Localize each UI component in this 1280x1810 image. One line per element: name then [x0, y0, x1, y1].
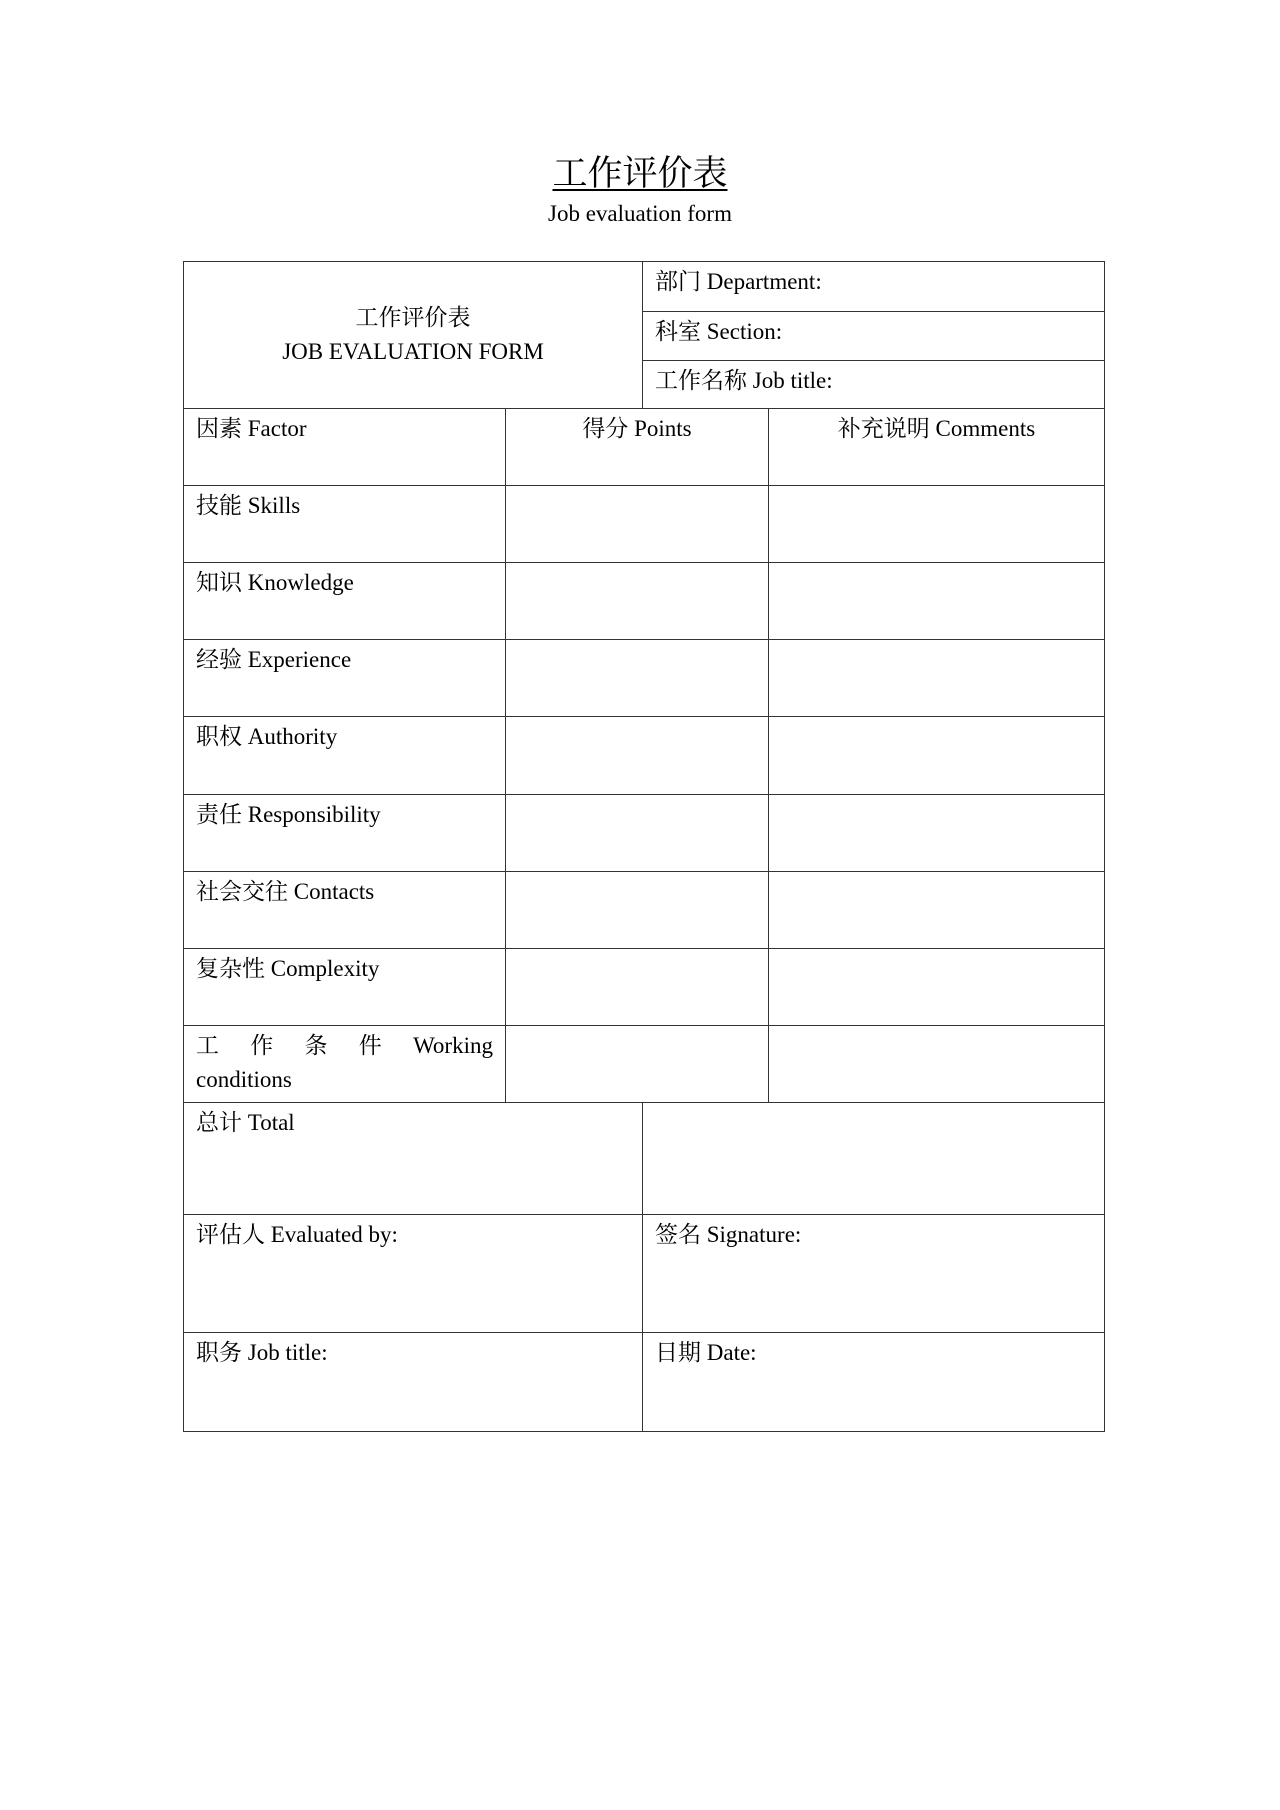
column-header-factor: 因素 Factor: [184, 409, 506, 486]
form-title-en: JOB EVALUATION FORM: [282, 339, 544, 364]
date-label: 日期 Date:: [655, 1340, 757, 1365]
comments-experience[interactable]: [769, 640, 1104, 717]
form-title-cell: [184, 262, 643, 409]
factor-complexity: 复杂性 Complexity: [184, 949, 506, 1026]
job-title-label: 工作名称 Job title:: [655, 368, 833, 393]
points-contacts[interactable]: [506, 872, 769, 949]
total-label: 总计 Total: [196, 1110, 295, 1135]
section-label: 科室 Section:: [655, 319, 783, 344]
comments-contacts[interactable]: [769, 872, 1104, 949]
department-label: 部门 Department:: [655, 269, 822, 294]
points-skills[interactable]: [506, 486, 769, 563]
comments-responsibility[interactable]: [769, 795, 1104, 872]
points-experience[interactable]: [506, 640, 769, 717]
points-working-conditions[interactable]: [506, 1026, 769, 1103]
comments-authority[interactable]: [769, 717, 1104, 795]
factor-working-conditions-line1: 工 作 条 件 Working: [196, 1033, 493, 1058]
section-field[interactable]: [643, 312, 1104, 361]
comments-knowledge[interactable]: [769, 563, 1104, 640]
form-title-cn: 工作评价表: [355, 305, 471, 330]
factor-working-conditions-line2: conditions: [196, 1067, 292, 1092]
comments-working-conditions[interactable]: [769, 1026, 1104, 1103]
column-header-points: 得分 Points: [506, 409, 769, 486]
signature-label: 签名 Signature:: [655, 1222, 802, 1247]
factor-responsibility: 责任 Responsibility: [184, 795, 506, 872]
job-title-field[interactable]: [643, 361, 1104, 409]
evaluator-job-title-field[interactable]: [184, 1333, 643, 1431]
total-label-cell: [184, 1103, 643, 1215]
comments-complexity[interactable]: [769, 949, 1104, 1026]
department-field[interactable]: [643, 262, 1104, 312]
factor-experience: 经验 Experience: [184, 640, 506, 717]
evaluator-job-title-label: 职务 Job title:: [196, 1340, 328, 1365]
date-field[interactable]: [643, 1333, 1104, 1431]
points-complexity[interactable]: [506, 949, 769, 1026]
column-header-comments: 补充说明 Comments: [769, 409, 1104, 486]
factor-knowledge: 知识 Knowledge: [184, 563, 506, 640]
total-value-field[interactable]: [643, 1103, 1104, 1215]
points-knowledge[interactable]: [506, 563, 769, 640]
comments-skills[interactable]: [769, 486, 1104, 563]
evaluated-by-field[interactable]: [184, 1215, 643, 1333]
factor-skills: 技能 Skills: [184, 486, 506, 563]
signature-field[interactable]: [643, 1215, 1104, 1333]
document-subtitle: Job evaluation form: [548, 201, 732, 226]
points-authority[interactable]: [506, 717, 769, 795]
points-responsibility[interactable]: [506, 795, 769, 872]
document-title: 工作评价表: [552, 154, 728, 193]
factor-authority: 职权 Authority: [184, 717, 506, 795]
factor-contacts: 社会交往 Contacts: [184, 872, 506, 949]
evaluated-by-label: 评估人 Evaluated by:: [196, 1222, 398, 1247]
job-evaluation-table: [183, 261, 1105, 1432]
factor-working-conditions: [184, 1026, 506, 1103]
